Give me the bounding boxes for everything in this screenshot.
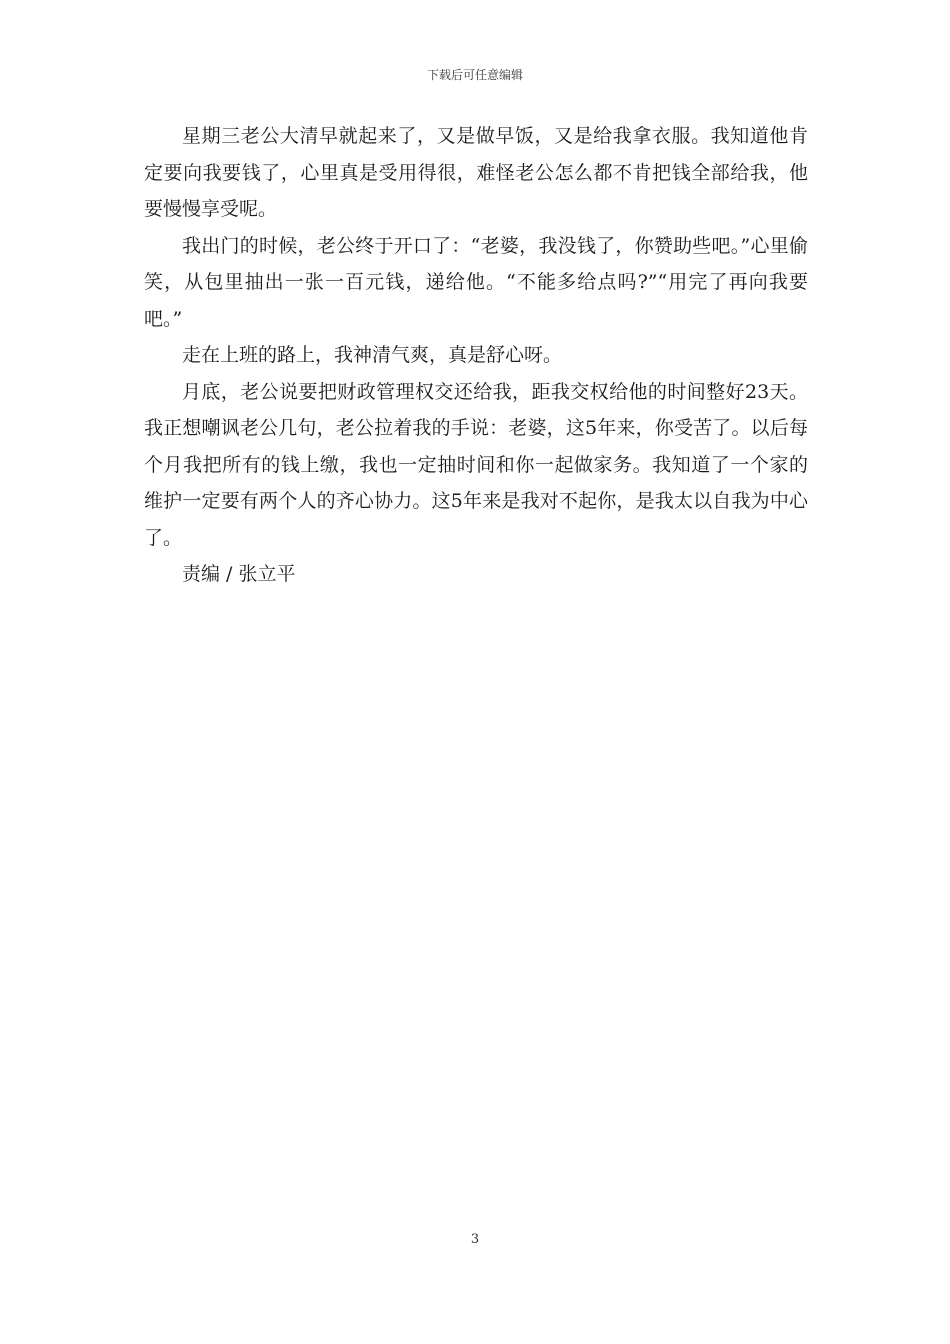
paragraph-4: 月底，老公说要把财政管理权交还给我，距我交权给他的时间整好23天。我正想嘲讽老公几句，老公拉着我的手说：老婆，这5年来，你受苦了。以后每个月我把所有的钱上缴，我也一定抽时间和你一起做家务。我知道了一个家的维护一定要有两个人的齐心协力。这5年来是我对不起你，是我太以自我为中心了。: [144, 380, 808, 549]
editor-credit: 责编 / 张立平: [182, 563, 296, 585]
page-header: 下载后可任意编辑: [426, 68, 523, 82]
paragraph-2: 我出门的时候，老公终于开口了：“老婆，我没钱了，你赞助些吧。”心里偷笑，从包里抽出一张一百元钱，递给他。“不能多给点吗?”“用完了再向我要吧。”: [144, 234, 808, 330]
paragraph-1: 星期三老公大清早就起来了，又是做早饭，又是给我拿衣服。我知道他肯定要向我要钱了，心里真是受用得很，难怪老公怎么都不肯把钱全部给我，他要慢慢享受呢。: [144, 125, 808, 220]
document-body: [144, 118, 808, 593]
page-number: 3: [470, 1232, 480, 1247]
paragraph-3: 走在上班的路上，我神清气爽，真是舒心呀。: [182, 344, 563, 366]
